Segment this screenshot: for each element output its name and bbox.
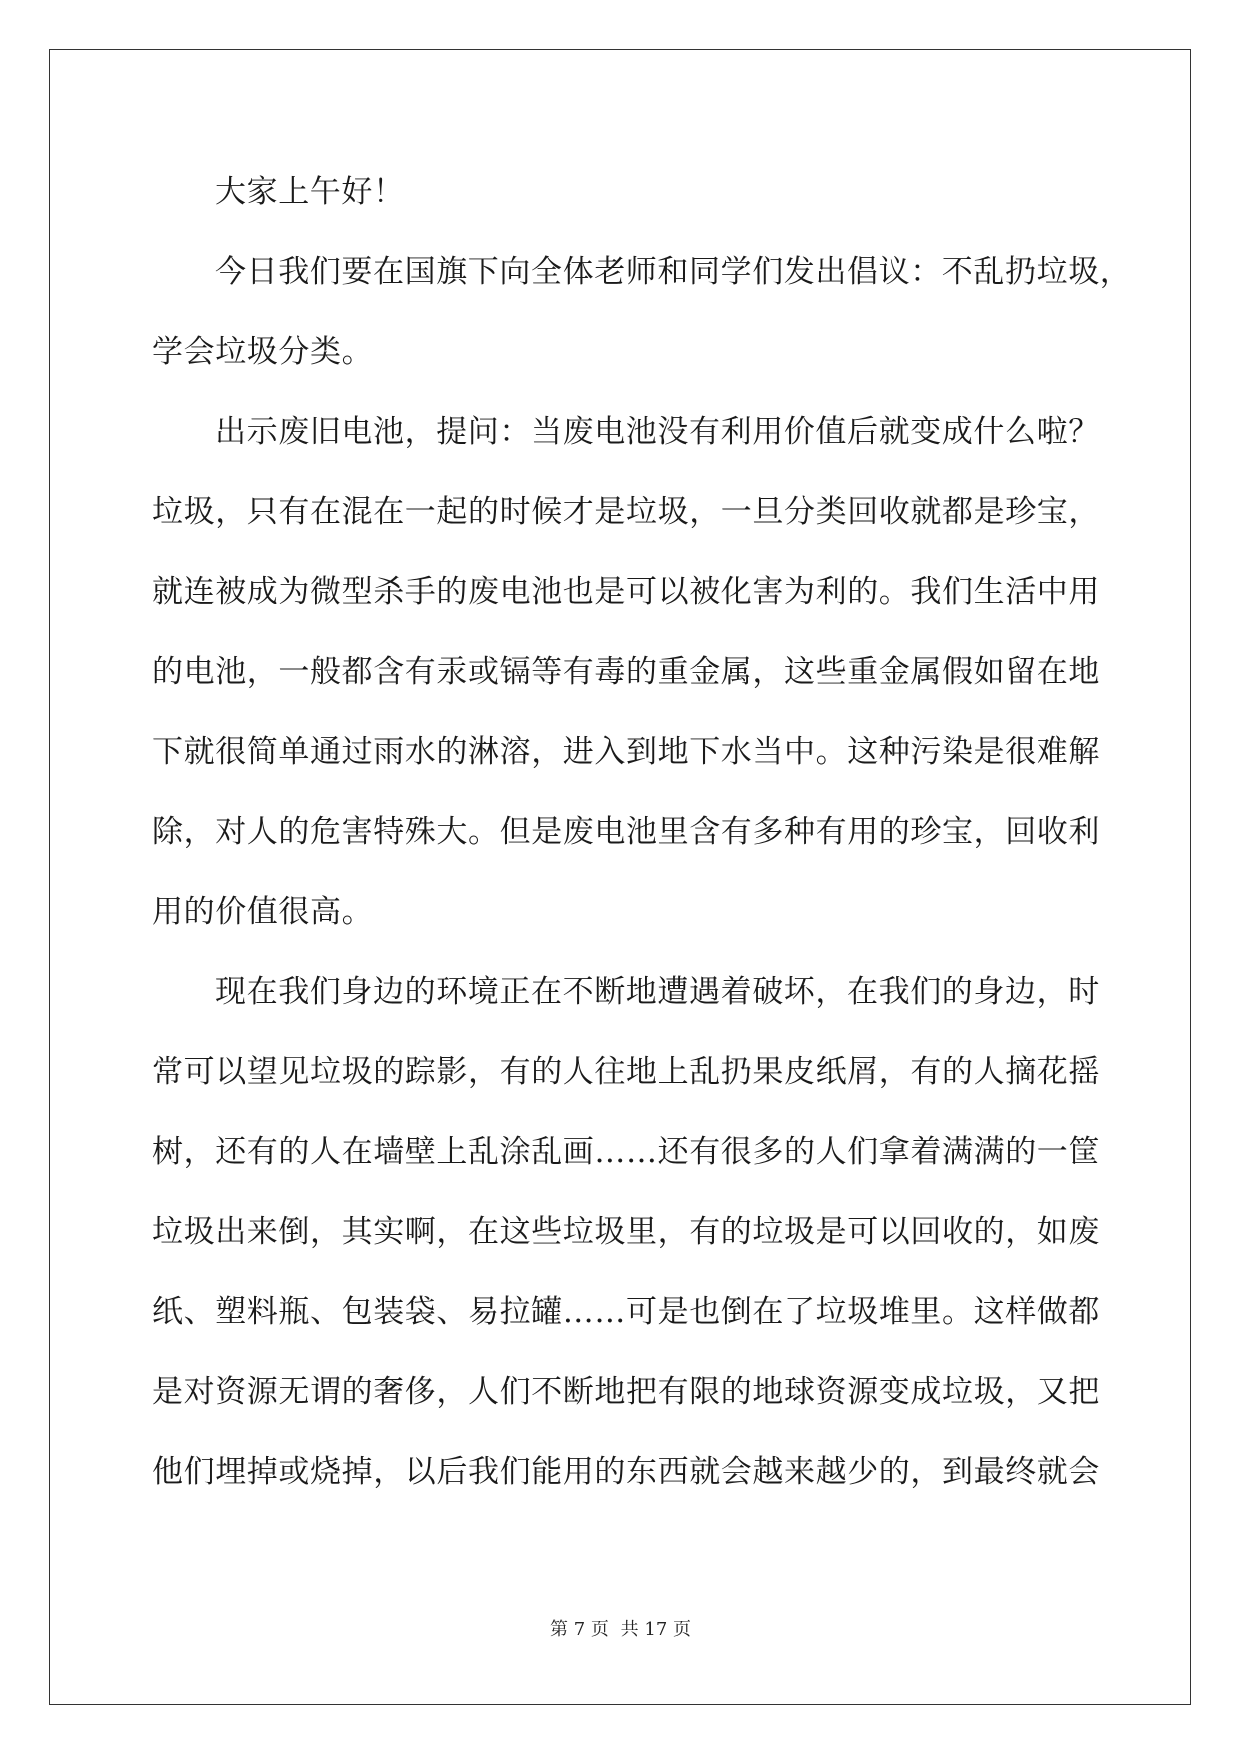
page-number: 第 7 页 [550, 1619, 609, 1640]
paragraph-line: 垃圾，只有在混在一起的时候才是垃圾，一旦分类回收就都是珍宝， [152, 494, 1100, 530]
page-total: 共 17 页 [620, 1619, 691, 1640]
paragraph-line: 他们埋掉或烧掉，以后我们能用的东西就会越来越少的，到最终就会 [152, 1454, 1100, 1490]
paragraph-line: 垃圾出来倒，其实啊，在这些垃圾里，有的垃圾是可以回收的，如废 [152, 1214, 1100, 1250]
paragraph-line: 出示废旧电池，提问：当废电池没有利用价值后就变成什么啦？ [215, 414, 1100, 450]
paragraph-line: 下就很简单通过雨水的淋溶，进入到地下水当中。这种污染是很难解 [152, 734, 1100, 770]
paragraph-line: 纸、塑料瓶、包装袋、易拉罐……可是也倒在了垃圾堆里。这样做都 [152, 1294, 1100, 1330]
paragraph-line: 是对资源无谓的奢侈，人们不断地把有限的地球资源变成垃圾，又把 [152, 1374, 1100, 1410]
paragraph-line: 现在我们身边的环境正在不断地遭遇着破坏，在我们的身边，时 [215, 974, 1100, 1010]
paragraph-line: 除，对人的危害特殊大。但是废电池里含有多种有用的珍宝，回收利 [152, 814, 1100, 850]
paragraph-line: 的电池，一般都含有汞或镉等有毒的重金属，这些重金属假如留在地 [152, 654, 1100, 690]
paragraph-line: 就连被成为微型杀手的废电池也是可以被化害为利的。我们生活中用 [152, 574, 1100, 610]
paragraph-line: 用的价值很高。 [152, 894, 374, 930]
paragraph-line: 学会垃圾分类。 [152, 334, 374, 370]
paragraph-line: 今日我们要在国旗下向全体老师和同学们发出倡议：不乱扔垃圾， [215, 254, 1132, 290]
page-footer [0, 1619, 1241, 1641]
paragraph-line: 常可以望见垃圾的踪影，有的人往地上乱扔果皮纸屑，有的人摘花摇 [152, 1054, 1100, 1090]
greeting-line: 大家上午好！ [215, 174, 405, 210]
paragraph-line: 树，还有的人在墙壁上乱涂乱画……还有很多的人们拿着满满的一筐 [152, 1134, 1100, 1170]
